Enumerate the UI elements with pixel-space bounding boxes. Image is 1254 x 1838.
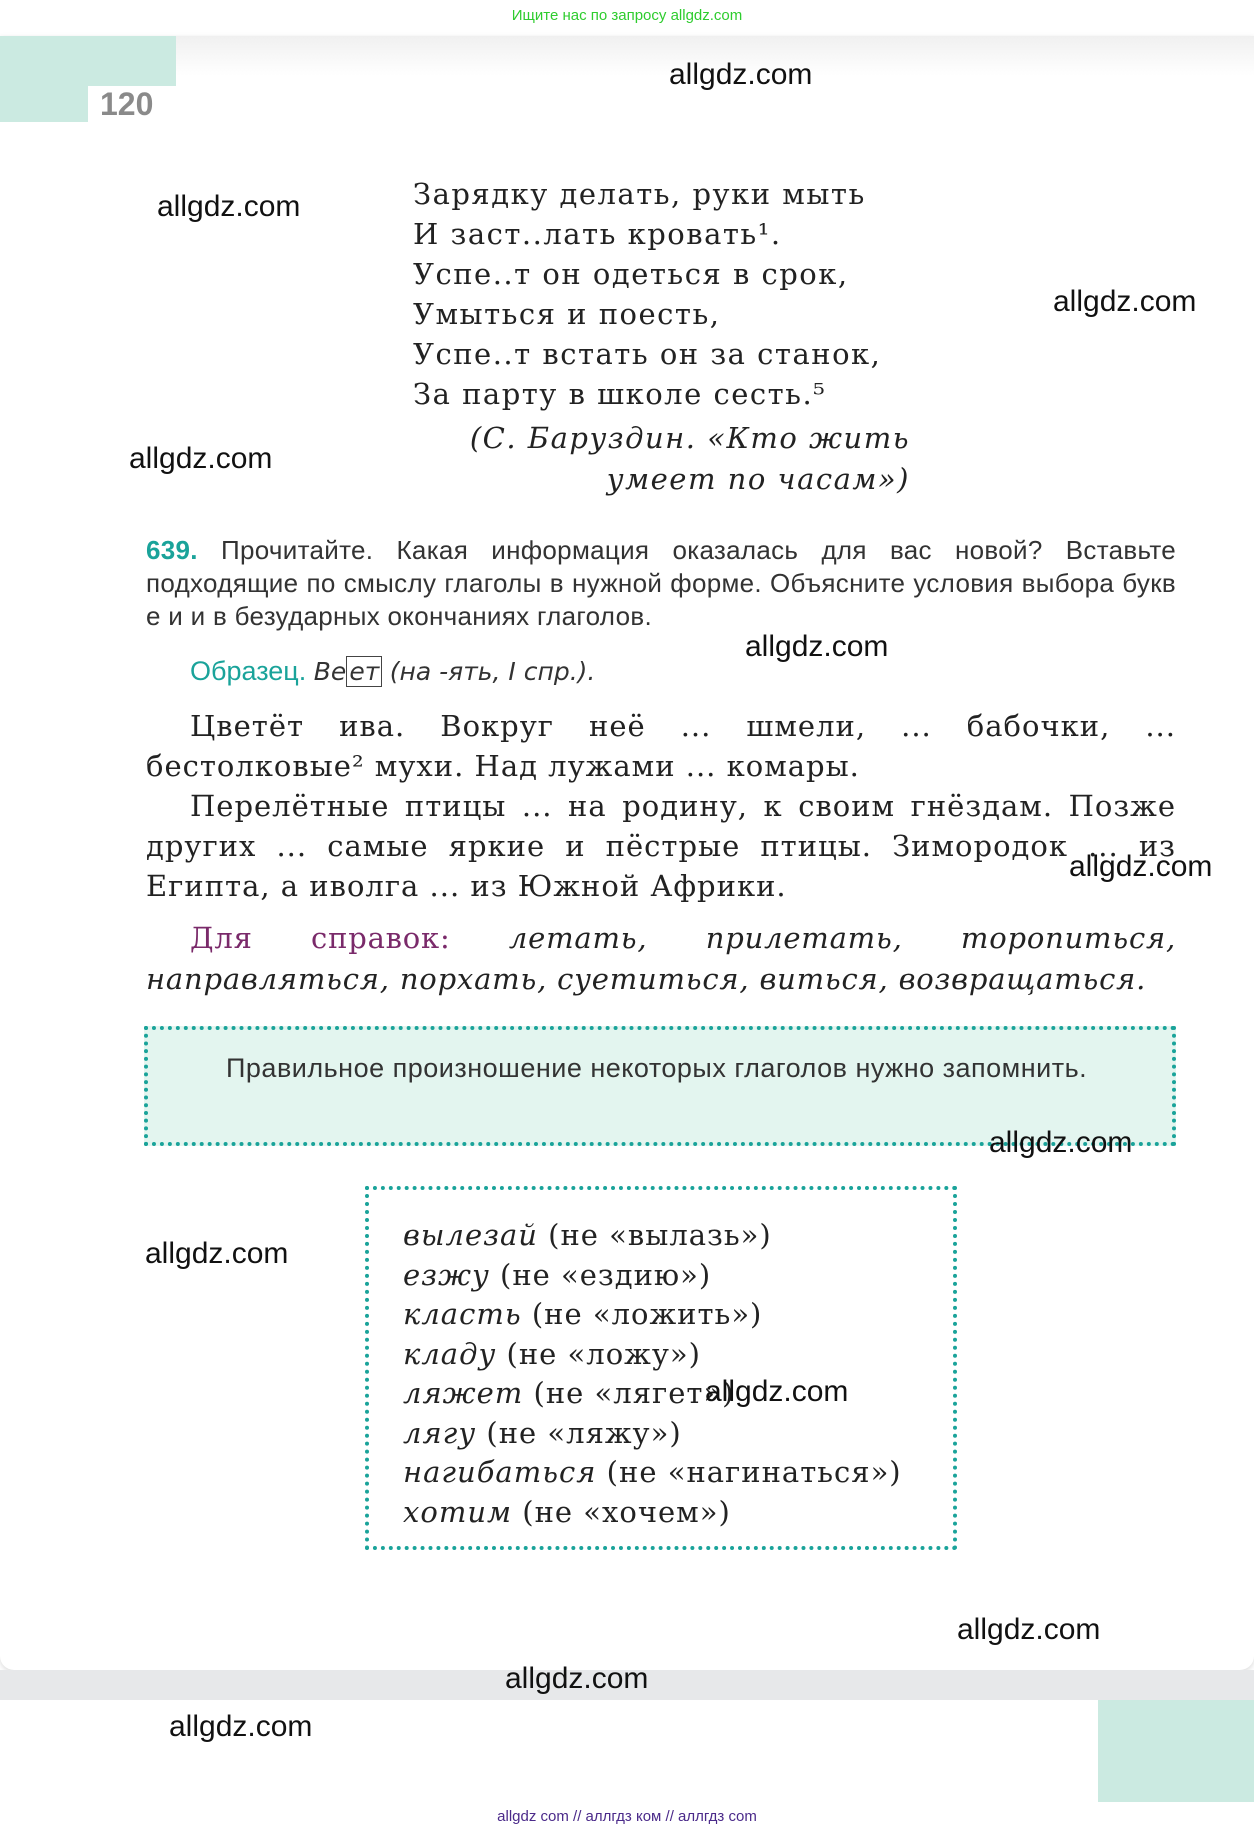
- watermark: allgdz.com: [705, 1375, 849, 1408]
- sample-word: [314, 656, 383, 687]
- verb-row: лягу (не «ляжу»): [403, 1415, 682, 1450]
- page-number: 120: [100, 86, 154, 122]
- poem-line: Успе..т встать он за станок,: [413, 337, 882, 371]
- top-banner: Ищите нас по запросу allgdz.com: [511, 7, 743, 24]
- watermark: allgdz.com: [157, 190, 301, 223]
- reference-words: [146, 918, 1176, 1000]
- task-639: [146, 534, 1176, 633]
- poem-line: Зарядку делать, руки мыть: [413, 177, 866, 211]
- sample-word-stem: Ве: [313, 657, 347, 686]
- sample-label: Образец.: [190, 656, 307, 686]
- task-text: Прочитайте. Какая информация оказалась для вас новой? Вставьте подходящие по смыслу глаголы в нужной форме. Объясните условия выбора букв е и и в безударных окончаниях глаголов.: [146, 535, 1176, 631]
- sample-line: [190, 656, 595, 687]
- reference-label: Для справок:: [190, 921, 451, 955]
- poem: [413, 174, 881, 414]
- watermark: allgdz.com: [129, 442, 273, 475]
- watermark: allgdz.com: [669, 58, 813, 91]
- watermark: allgdz.com: [505, 1662, 649, 1695]
- sample-word-ending: ет: [346, 656, 382, 687]
- verb-row: нагибаться (не «нагинаться»): [403, 1455, 902, 1489]
- watermark: allgdz.com: [169, 1710, 313, 1743]
- sample-explanation: (на -ять, I спр.).: [389, 657, 596, 686]
- verb-row: кладу (не «ложу»): [403, 1336, 701, 1371]
- exercise-text: [146, 706, 1176, 906]
- verb-row: ляжет (не «лягет»): [403, 1376, 735, 1410]
- footer-links[interactable]: allgdz com // аллгдз ком // аллгдз com: [497, 1808, 757, 1825]
- exercise-paragraph: Перелётные птицы ... на родину, к своим гнёздам. Позже других ... самые яркие и пёстрые птицы. Зимородок ... из Египта, а иволга ... из Южной Африки.: [146, 789, 1176, 903]
- watermark: allgdz.com: [1053, 285, 1197, 318]
- verb-row: вылезай (не «вылазь»): [403, 1218, 772, 1252]
- page-top-shade: [0, 36, 1254, 76]
- next-page-corner-tab: [1098, 1700, 1254, 1802]
- poem-source: [445, 418, 910, 500]
- verb-row: хотим (не «хочем»): [403, 1494, 731, 1529]
- verbs-pronunciation-box: [365, 1186, 957, 1550]
- watermark: allgdz.com: [145, 1237, 289, 1270]
- watermark: allgdz.com: [1069, 850, 1213, 883]
- poem-line: Успе..т он одеться в срок,: [413, 257, 849, 291]
- poem-source-line: умеет по часам»): [606, 462, 910, 496]
- watermark: allgdz.com: [745, 630, 889, 663]
- watermark: allgdz.com: [957, 1613, 1101, 1646]
- poem-line: И заст..лать кровать¹.: [413, 217, 782, 251]
- poem-line: За парту в школе сесть.⁵: [413, 377, 827, 411]
- verb-row: езжу (не «ездию»): [403, 1257, 712, 1292]
- textbook-page: [0, 36, 1254, 1670]
- reference-list: летать, прилетать, торопиться, направляться, порхать, суетиться, виться, возвращаться.: [146, 921, 1177, 996]
- verb-row: класть (не «ложить»): [403, 1297, 763, 1331]
- task-number: 639.: [146, 535, 198, 565]
- watermark: allgdz.com: [989, 1126, 1133, 1159]
- poem-line: Умыться и поесть,: [413, 297, 721, 331]
- rule-note-text: Правильное произношение некоторых глаголов нужно запомнить.: [226, 1053, 1088, 1083]
- poem-source-line: (С. Баруздин. «Кто жить: [469, 421, 910, 455]
- exercise-paragraph: Цветёт ива. Вокруг неё ... шмели, ... бабочки, ... бестолковые² мухи. Над лужами ... комары.: [146, 709, 1176, 783]
